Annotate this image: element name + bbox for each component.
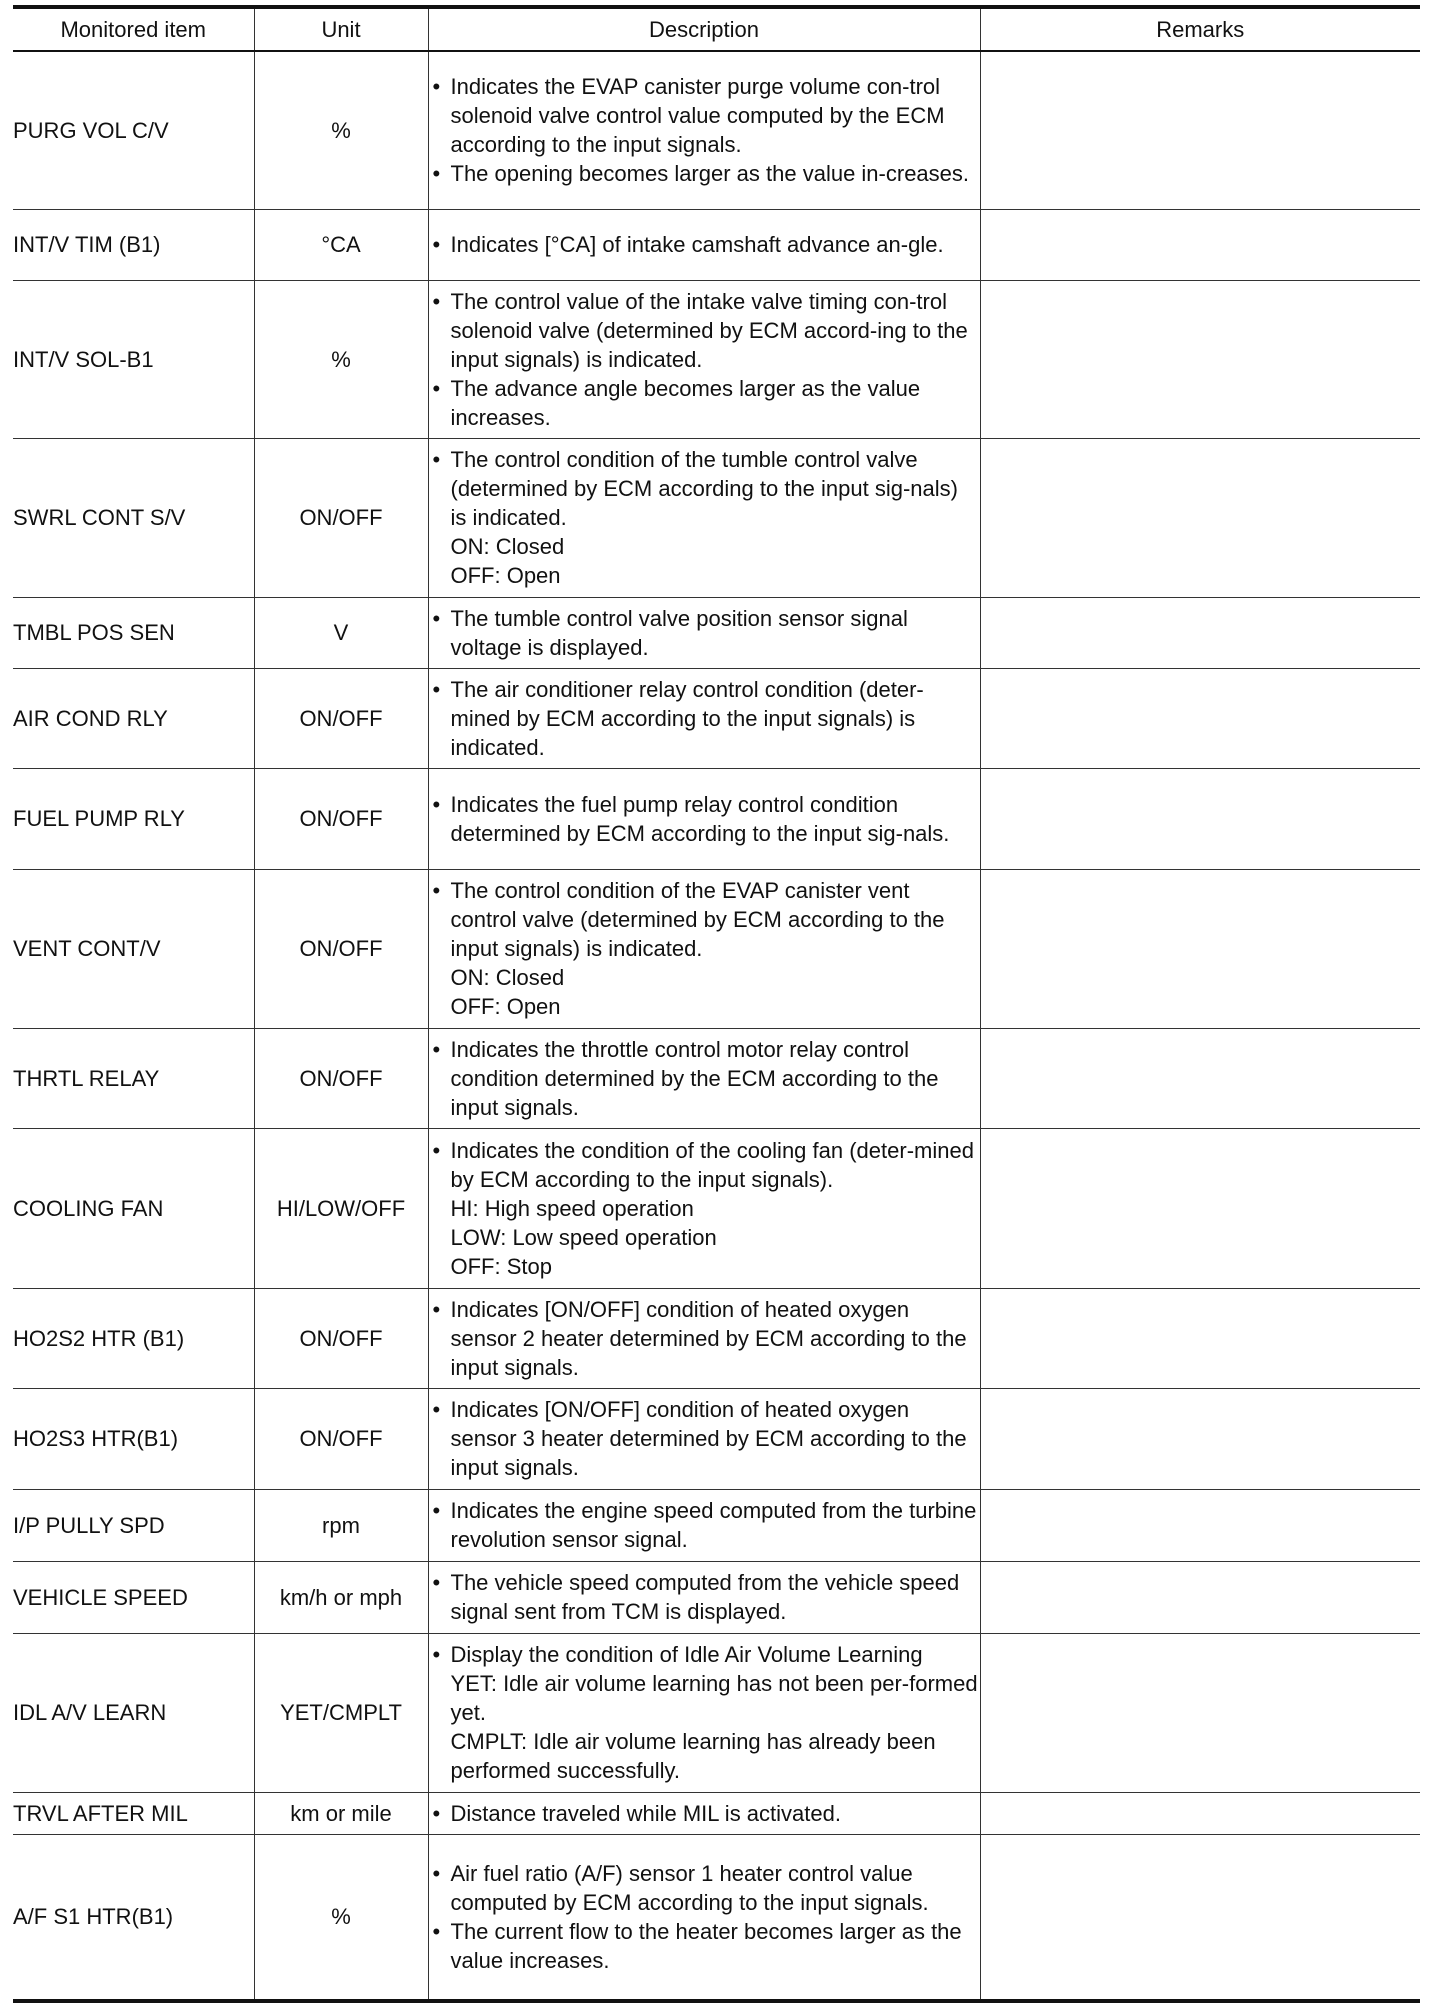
monitored-item-cell: HO2S2 HTR (B1) (13, 1288, 254, 1388)
remarks-cell (980, 1489, 1420, 1561)
monitored-item-cell: FUEL PUMP RLY (13, 768, 254, 869)
description-bullet: • Indicates the engine speed computed from the turbine revolution sensor signal. (429, 1496, 980, 1554)
description-bullet: • Air fuel ratio (A/F) sensor 1 heater control value computed by ECM according to the input signals. (429, 1859, 980, 1917)
description-bullet: • Indicates the throttle control motor relay control condition determined by the ECM according to the input signals. (429, 1035, 980, 1122)
description-bullet: • Indicates [ON/OFF] condition of heated oxygen sensor 2 heater determined by ECM according to the input signals. (429, 1295, 980, 1382)
unit-cell: ON/OFF (254, 438, 428, 597)
unit-cell: % (254, 1834, 428, 2001)
description-bullet: • Distance traveled while MIL is activated. (429, 1799, 980, 1828)
table-row (13, 597, 1420, 668)
table-row (13, 51, 1420, 209)
table-row (13, 1633, 1420, 1792)
remarks-cell (980, 280, 1420, 438)
description-cell (428, 438, 980, 597)
description-bullet: • The control condition of the EVAP canister vent control valve (determined by ECM according to the input signals) is indicated. (429, 876, 980, 963)
unit-cell: V (254, 597, 428, 668)
table-row (13, 668, 1420, 768)
description-bullet: • Indicates [°CA] of intake camshaft advance an-gle. (429, 230, 980, 259)
table-row (13, 1388, 1420, 1489)
description-bullet: • Indicates the condition of the cooling fan (deter-mined by ECM according to the input signals). (429, 1136, 980, 1194)
monitored-item-cell: THRTL RELAY (13, 1028, 254, 1128)
remarks-cell (980, 869, 1420, 1028)
remarks-cell (980, 597, 1420, 668)
description-bullet: • Display the condition of Idle Air Volume Learning (429, 1640, 980, 1669)
remarks-cell (980, 768, 1420, 869)
description-cell (428, 1288, 980, 1388)
table-body (13, 51, 1420, 2001)
description-cell (428, 1388, 980, 1489)
table-header-row (13, 7, 1420, 51)
unit-cell: ON/OFF (254, 1388, 428, 1489)
description-cell (428, 1834, 980, 2001)
unit-cell: % (254, 51, 428, 209)
remarks-cell (980, 668, 1420, 768)
description-bullet: • The tumble control valve position sensor signal voltage is displayed. (429, 604, 980, 662)
description-cell (428, 1561, 980, 1633)
description-subline: OFF: Stop (450, 1253, 552, 1279)
table-row (13, 869, 1420, 1028)
description-subline: ON: Closed (450, 534, 565, 559)
description-subline: LOW: Low speed operation (450, 1224, 717, 1250)
description-subline: OFF: Open (450, 994, 561, 1019)
table-row (13, 1128, 1420, 1288)
description-cell (428, 668, 980, 768)
unit-cell: km/h or mph (254, 1561, 428, 1633)
monitored-item-cell: INT/V SOL-B1 (13, 280, 254, 438)
table-row (13, 1028, 1420, 1128)
header-description: Description (428, 7, 980, 51)
monitored-item-cell: PURG VOL C/V (13, 51, 254, 209)
description-cell (428, 869, 980, 1028)
description-bullet: • The current flow to the heater becomes larger as the value increases. (429, 1917, 980, 1975)
remarks-cell (980, 438, 1420, 597)
unit-cell: HI/LOW/OFF (254, 1128, 428, 1288)
remarks-cell (980, 1388, 1420, 1489)
unit-cell: ON/OFF (254, 1288, 428, 1388)
description-bullet: • Indicates the EVAP canister purge volume con-trol solenoid valve control value computed by the ECM according to the input signals. (429, 72, 980, 159)
description-bullet: • Indicates [ON/OFF] condition of heated oxygen sensor 3 heater determined by ECM according to the input signals. (429, 1395, 980, 1482)
table-row (13, 1489, 1420, 1561)
description-cell (428, 280, 980, 438)
unit-cell: km or mile (254, 1792, 428, 1834)
description-cell (428, 1633, 980, 1792)
table-row (13, 768, 1420, 869)
remarks-cell (980, 1633, 1420, 1792)
remarks-cell (980, 1128, 1420, 1288)
unit-cell: % (254, 280, 428, 438)
monitored-item-cell: VEHICLE SPEED (13, 1561, 254, 1633)
unit-cell: ON/OFF (254, 869, 428, 1028)
unit-cell: ON/OFF (254, 668, 428, 768)
unit-cell: °CA (254, 209, 428, 280)
description-bullet: • The control condition of the tumble control valve (determined by ECM according to the input sig-nals) is indicated. (429, 445, 980, 532)
monitor-item-table (13, 5, 1420, 2003)
remarks-cell (980, 1288, 1420, 1388)
header-monitored-item: Monitored item (13, 7, 254, 51)
table-row (13, 438, 1420, 597)
remarks-cell (980, 1028, 1420, 1128)
description-subline: OFF: Open (450, 563, 561, 588)
header-unit: Unit (254, 7, 428, 51)
monitored-item-cell: I/P PULLY SPD (13, 1489, 254, 1561)
table-row (13, 1288, 1420, 1388)
description-bullet: • Indicates the fuel pump relay control condition determined by ECM according to the input sig-nals. (429, 790, 980, 848)
remarks-cell (980, 209, 1420, 280)
monitored-item-cell: TRVL AFTER MIL (13, 1792, 254, 1834)
description-cell (428, 1792, 980, 1834)
description-bullet: • The air conditioner relay control condition (deter-mined by ECM according to the input signals) is indicated. (429, 675, 980, 762)
description-subline: HI: High speed operation (450, 1195, 694, 1221)
description-cell (428, 51, 980, 209)
description-subline: ON: Closed (450, 965, 565, 990)
table-row (13, 280, 1420, 438)
description-bullet: • The control value of the intake valve timing con-trol solenoid valve (determined by ECM accord-ing to the input signals) is indicated. (429, 287, 980, 374)
unit-cell: rpm (254, 1489, 428, 1561)
remarks-cell (980, 51, 1420, 209)
table-row (13, 1834, 1420, 2001)
unit-cell: ON/OFF (254, 768, 428, 869)
monitored-item-cell: SWRL CONT S/V (13, 438, 254, 597)
description-cell (428, 1489, 980, 1561)
description-cell (428, 1028, 980, 1128)
monitored-item-cell: COOLING FAN (13, 1128, 254, 1288)
description-cell (428, 597, 980, 668)
monitored-item-cell: HO2S3 HTR(B1) (13, 1388, 254, 1489)
unit-cell: YET/CMPLT (254, 1633, 428, 1792)
monitored-item-cell: AIR COND RLY (13, 668, 254, 768)
monitored-item-cell: IDL A/V LEARN (13, 1633, 254, 1792)
description-cell (428, 768, 980, 869)
monitored-item-cell: TMBL POS SEN (13, 597, 254, 668)
unit-cell: ON/OFF (254, 1028, 428, 1128)
description-bullet: • The opening becomes larger as the value in-creases. (429, 159, 980, 188)
description-cell (428, 1128, 980, 1288)
header-remarks: Remarks (980, 7, 1420, 51)
description-subline: YET: Idle air volume learning has not been per-formed yet. (450, 1671, 978, 1725)
monitored-item-cell: INT/V TIM (B1) (13, 209, 254, 280)
remarks-cell (980, 1834, 1420, 2001)
table-row (13, 1792, 1420, 1834)
description-bullet: • The vehicle speed computed from the vehicle speed signal sent from TCM is displayed. (429, 1568, 980, 1626)
description-subline: CMPLT: Idle air volume learning has already been performed successfully. (450, 1729, 936, 1783)
table-row (13, 1561, 1420, 1633)
remarks-cell (980, 1792, 1420, 1834)
description-bullet: • The advance angle becomes larger as the value increases. (429, 374, 980, 432)
monitored-item-cell: VENT CONT/V (13, 869, 254, 1028)
description-cell (428, 209, 980, 280)
table-row (13, 209, 1420, 280)
monitored-item-cell: A/F S1 HTR(B1) (13, 1834, 254, 2001)
remarks-cell (980, 1561, 1420, 1633)
